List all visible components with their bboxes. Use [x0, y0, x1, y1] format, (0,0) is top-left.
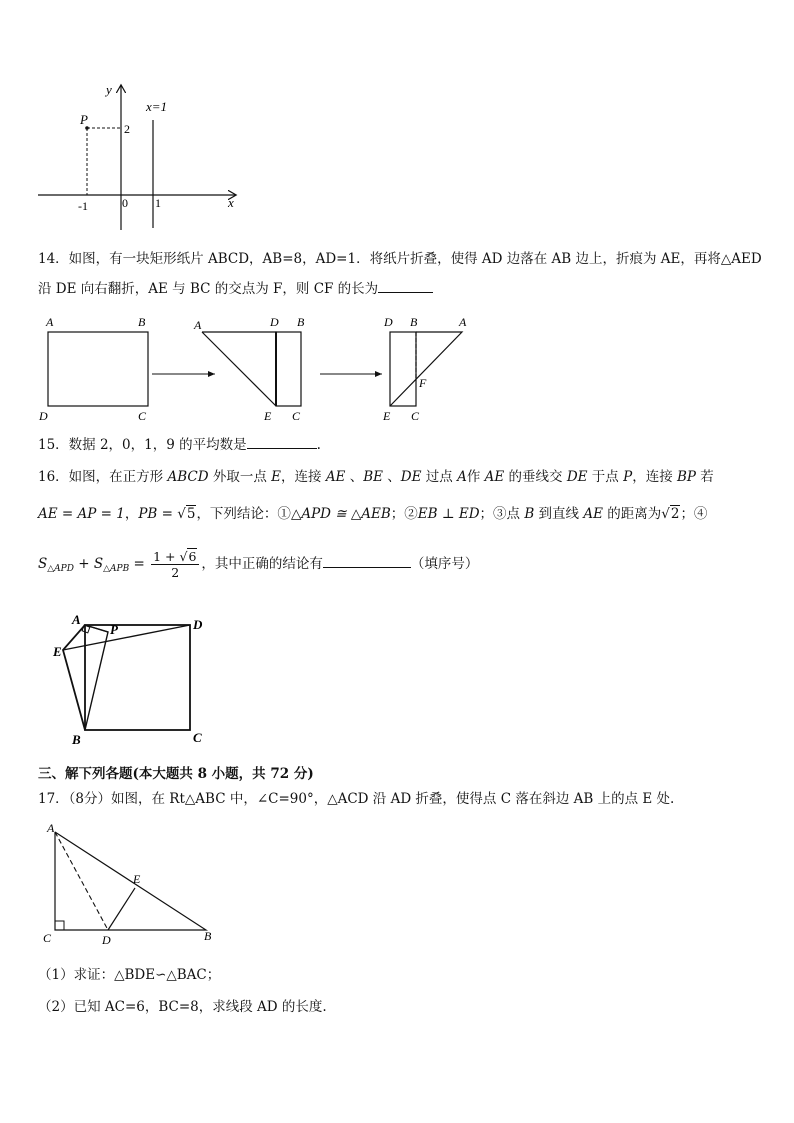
q16-text: （填序号）: [410, 556, 479, 572]
f16-label-a: A: [72, 612, 81, 627]
coordinate-figure: [30, 80, 250, 235]
q16-text: 过点: [421, 469, 458, 485]
f16-label-b: B: [72, 732, 81, 747]
q16-sqrt6: 6: [188, 549, 197, 564]
q16-answer-blank: [323, 555, 411, 568]
q16-sqrt5: 5: [186, 506, 196, 522]
q16-p: P: [623, 469, 633, 485]
origin-label: 0: [122, 196, 128, 210]
q16-text: ；④: [680, 506, 708, 522]
q16-text: 的垂线交: [504, 469, 567, 485]
f2-label-d: D: [270, 315, 279, 329]
q15-line: [38, 436, 321, 454]
q16-text: ，其中正确的结论有: [201, 556, 323, 572]
f16-label-d: D: [193, 617, 203, 632]
q16-text: 到直线: [534, 506, 584, 522]
q16-a: A: [457, 469, 467, 485]
q16-ae: AE: [583, 506, 603, 522]
q16-perp: EB ⊥ ED: [417, 506, 480, 522]
q14-figure: [30, 308, 480, 426]
fold-3-rect: [390, 332, 416, 406]
section-title: 三、解下列各题(本大题共 8 小题，共 72 分): [38, 766, 314, 782]
q16-de: DE: [400, 469, 422, 485]
q16-congruence: △APD ≅ △AEB: [290, 506, 391, 522]
q16-text: ，下列结论：①: [196, 506, 291, 522]
q16-be: BE: [363, 469, 383, 485]
f17-label-a: A: [47, 821, 55, 835]
q16-ae: AE: [325, 469, 346, 485]
q16-ae: AE: [484, 469, 505, 485]
q16-sub2: △APB: [103, 564, 130, 574]
f2-label-e: E: [264, 409, 272, 423]
f16-label-p: P: [110, 622, 118, 637]
f3-label-f: F: [419, 376, 427, 390]
f2-label-b: B: [297, 315, 305, 329]
q16-text: ；③点: [479, 506, 525, 522]
tick-2: 2: [124, 122, 130, 136]
f2-label-c: C: [292, 409, 301, 423]
q16-figure: [50, 612, 220, 752]
q16-line1: [38, 468, 714, 486]
q16-text: 于点: [587, 469, 624, 485]
q17-text: 17．（8分）如图，在 Rt△ABC 中，∠C=90°，△ACD 沿 AD 折叠，使得点 C 落在斜边 AB 上的点 E 处.: [38, 791, 675, 807]
q16-num: 1 +: [153, 549, 180, 564]
q16-s: S: [93, 556, 104, 572]
f16-label-c: C: [193, 730, 202, 745]
x-label: x: [228, 195, 234, 210]
q14-line1: 14．如图，有一块矩形纸片 ABCD，AB=8，AD=1．将纸片折叠，使得 AD 边落在 AB 边上，折痕为 AE，再将△AED: [38, 251, 762, 267]
f16-label-e: E: [53, 644, 62, 659]
q16-line3: [38, 545, 478, 588]
f17-label-d: D: [102, 933, 111, 946]
q16-den: 2: [171, 565, 180, 580]
q16-text: 作: [466, 469, 485, 485]
q17-part1: （1）求证：△BDE∽△BAC；: [38, 967, 221, 983]
q17-figure: [38, 818, 228, 946]
q16-text: =: [129, 556, 150, 572]
f17-label-c: C: [43, 931, 52, 945]
y-label: y: [106, 82, 112, 97]
f1-label-c: C: [138, 409, 147, 423]
tick-neg1: -1: [78, 199, 88, 213]
q16-text: 外取一点: [208, 469, 272, 485]
q16-bp: BP: [677, 469, 697, 485]
q16-sqrt2: 2: [670, 506, 680, 522]
q17-part2: （2）已知 AC=6，BC=8，求线段 AD 的长度.: [38, 999, 327, 1015]
sqrt-symbol: √: [179, 549, 188, 564]
q16-text: ，连接: [632, 469, 677, 485]
f3-label-d: D: [384, 315, 393, 329]
fold-2-strip: [276, 332, 301, 406]
q15-answer-blank: [247, 436, 317, 449]
f1-label-d: D: [39, 409, 48, 423]
q16-text: 、: [383, 469, 401, 485]
fold-2-diag: [202, 332, 276, 406]
sqrt-symbol: √: [177, 506, 186, 522]
q15-text: 15．数据 2，0，1，9 的平均数是: [38, 437, 247, 453]
fold-3-triangle: [390, 332, 462, 406]
q14-answer-blank: [378, 280, 433, 293]
q14-line2: [38, 280, 433, 298]
f3-label-e: E: [383, 409, 391, 423]
rect-abcd: [48, 332, 148, 406]
q16-text: 、: [345, 469, 364, 485]
q15-end: .: [316, 437, 321, 453]
q16-text: 16．如图，在正方形: [38, 469, 168, 485]
q16-text: ，连接: [281, 469, 326, 485]
f3-label-b: B: [410, 315, 418, 329]
q14-line2-text: 沿 DE 向右翻折，AE 与 BC 的交点为 F，则 CF 的长为: [38, 281, 379, 297]
f1-label-b: B: [138, 315, 146, 329]
q16-abcd: ABCD: [167, 469, 209, 485]
right-angle-c: [55, 921, 64, 930]
q16-text: ；②: [390, 506, 418, 522]
q16-pb: PB =: [138, 506, 178, 522]
q16-sub1: △APD: [47, 564, 74, 574]
q16-fraction: [151, 549, 199, 580]
q16-e: E: [271, 469, 282, 485]
q16-ae-ap: AE = AP = 1: [38, 506, 125, 522]
triangle-abc: [55, 832, 206, 930]
right-angle-mark: [82, 625, 90, 633]
line-label: x=1: [146, 99, 168, 114]
segment-de: [108, 888, 135, 930]
f2-label-a: A: [194, 318, 202, 332]
q16-text: 若: [696, 469, 714, 485]
f3-label-c: C: [411, 409, 420, 423]
q16-lines: [63, 625, 85, 730]
q16-text: +: [73, 556, 94, 572]
square-abcd: [85, 625, 190, 730]
q16-text: 的距离为: [602, 506, 662, 522]
f17-label-e: E: [133, 872, 141, 886]
line-ap-b: [85, 625, 108, 730]
q16-s: S: [38, 556, 48, 572]
q16-de: DE: [566, 469, 588, 485]
tick-1: 1: [155, 196, 161, 210]
sqrt-symbol: √: [661, 506, 670, 522]
q16-text: ，: [124, 506, 139, 522]
q16-line2: [38, 505, 707, 523]
f17-label-b: B: [204, 929, 212, 943]
f1-label-a: A: [46, 315, 54, 329]
fold-ad: [55, 832, 108, 930]
p-label: P: [80, 112, 88, 127]
f3-label-a: A: [459, 315, 467, 329]
q16-b: B: [524, 506, 535, 522]
